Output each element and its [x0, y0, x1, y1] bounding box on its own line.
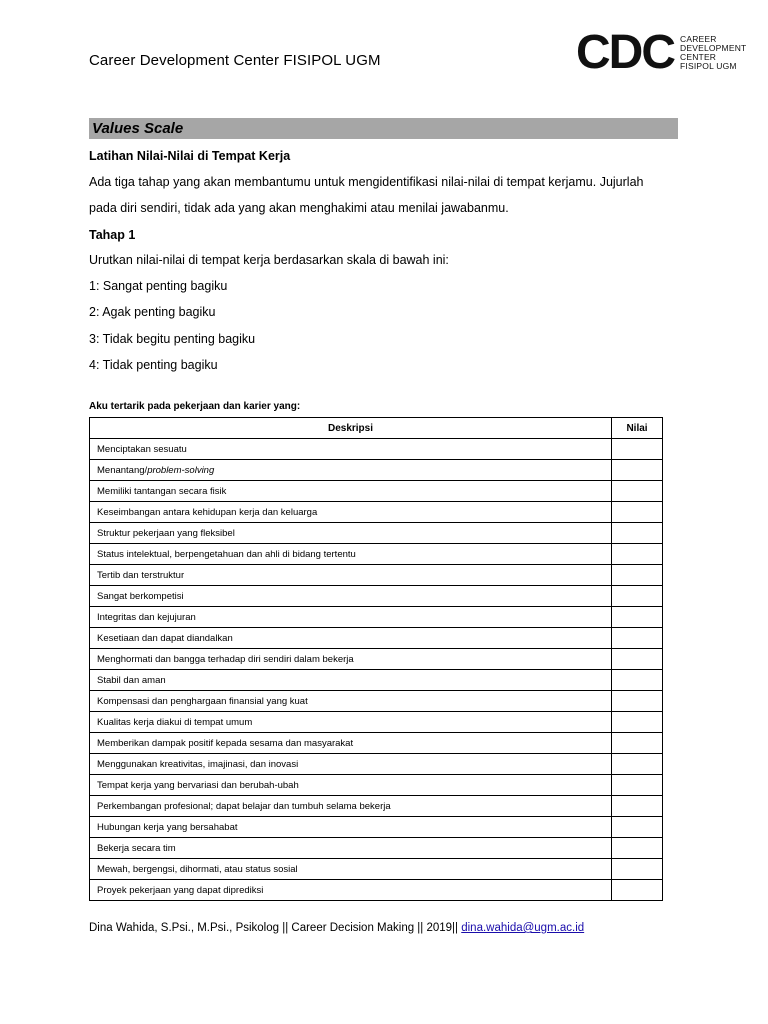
row-nilai-cell[interactable]	[612, 565, 663, 586]
footer-text: Dina Wahida, S.Psi., M.Psi., Psikolog || Career Decision Making || 2019||	[89, 922, 462, 934]
row-nilai-cell[interactable]	[612, 439, 663, 460]
row-description-italic: problem-solving	[147, 464, 215, 476]
row-nilai-cell[interactable]	[612, 628, 663, 649]
row-description: Keseimbangan antara kehidupan kerja dan keluarga	[90, 502, 612, 523]
logo-line: DEVELOPMENT	[680, 43, 747, 53]
table-row	[90, 439, 663, 460]
row-description: Status intelektual, berpengetahuan dan ahli di bidang tertentu	[90, 544, 612, 565]
header-deskripsi: Deskripsi	[90, 418, 612, 439]
row-description: Bekerja secara tim	[90, 838, 612, 859]
values-table	[89, 417, 663, 901]
row-description: Menggunakan kreativitas, imajinasi, dan inovasi	[90, 754, 612, 775]
logo-mark: CDC	[576, 26, 674, 79]
table-row	[90, 586, 663, 607]
row-nilai-cell[interactable]	[612, 775, 663, 796]
scale-item: 3: Tidak begitu penting bagiku	[89, 332, 256, 346]
row-nilai-cell[interactable]	[612, 502, 663, 523]
row-nilai-cell[interactable]	[612, 859, 663, 880]
table-row	[90, 670, 663, 691]
row-nilai-cell[interactable]	[612, 691, 663, 712]
row-nilai-cell[interactable]	[612, 712, 663, 733]
scale-item: 4: Tidak penting bagiku	[89, 358, 218, 372]
scale-item: 2: Agak penting bagiku	[89, 305, 216, 319]
row-nilai-cell[interactable]	[612, 880, 663, 901]
table-row	[90, 838, 663, 859]
table-row	[90, 733, 663, 754]
table-row	[90, 607, 663, 628]
subtitle: Latihan Nilai-Nilai di Tempat Kerja	[89, 149, 291, 163]
table-row	[90, 460, 663, 481]
row-nilai-cell[interactable]	[612, 838, 663, 859]
row-description: Perkembangan profesional; dapat belajar dan tumbuh selama bekerja	[90, 796, 612, 817]
cdc-logo	[576, 26, 747, 79]
row-nilai-cell[interactable]	[612, 754, 663, 775]
row-description: Tempat kerja yang bervariasi dan berubah-ubah	[90, 775, 612, 796]
table-row	[90, 502, 663, 523]
row-nilai-cell[interactable]	[612, 733, 663, 754]
footer-email-link[interactable]: dina.wahida@ugm.ac.id	[461, 922, 585, 934]
header-nilai: Nilai	[612, 418, 663, 439]
row-description: Hubungan kerja yang bersahabat	[90, 817, 612, 838]
table-row	[90, 880, 663, 901]
row-description: Memberikan dampak positif kepada sesama dan masyarakat	[90, 733, 612, 754]
row-nilai-cell[interactable]	[612, 523, 663, 544]
row-description	[90, 460, 612, 481]
logo-line: CAREER	[680, 34, 717, 44]
table-row	[90, 565, 663, 586]
table-row	[90, 817, 663, 838]
row-nilai-cell[interactable]	[612, 649, 663, 670]
row-nilai-cell[interactable]	[612, 586, 663, 607]
table-row	[90, 796, 663, 817]
section-title: Values Scale	[92, 120, 184, 137]
row-description: Kesetiaan dan dapat diandalkan	[90, 628, 612, 649]
table-caption: Aku tertarik pada pekerjaan dan karier yang:	[89, 401, 301, 412]
row-nilai-cell[interactable]	[612, 607, 663, 628]
step-instruction: Urutkan nilai-nilai di tempat kerja berdasarkan skala di bawah ini:	[89, 253, 449, 267]
row-description: Tertib dan terstruktur	[90, 565, 612, 586]
logo-line: FISIPOL UGM	[680, 61, 737, 71]
table-row	[90, 754, 663, 775]
table-header-row	[90, 418, 663, 439]
row-description: Memiliki tantangan secara fisik	[90, 481, 612, 502]
row-nilai-cell[interactable]	[612, 817, 663, 838]
intro-line-2: pada diri sendiri, tidak ada yang akan menghakimi atau menilai jawabanmu.	[89, 201, 509, 215]
row-nilai-cell[interactable]	[612, 481, 663, 502]
table-row	[90, 523, 663, 544]
table-row	[90, 649, 663, 670]
row-description: Integritas dan kejujuran	[90, 607, 612, 628]
table-row	[90, 544, 663, 565]
row-description: Sangat berkompetisi	[90, 586, 612, 607]
logo-subtitle	[680, 35, 746, 71]
row-description-prefix: Menantang/	[97, 464, 148, 476]
header-title: Career Development Center FISIPOL UGM	[89, 52, 381, 69]
table-row	[90, 628, 663, 649]
table-row	[90, 712, 663, 733]
step-title: Tahap 1	[89, 228, 136, 242]
row-description: Mewah, bergengsi, dihormati, atau status sosial	[90, 859, 612, 880]
row-nilai-cell[interactable]	[612, 796, 663, 817]
scale-item: 1: Sangat penting bagiku	[89, 279, 228, 293]
row-description: Struktur pekerjaan yang fleksibel	[90, 523, 612, 544]
row-description: Menghormati dan bangga terhadap diri sendiri dalam bekerja	[90, 649, 612, 670]
row-description: Kompensasi dan penghargaan finansial yang kuat	[90, 691, 612, 712]
row-description: Menciptakan sesuatu	[90, 439, 612, 460]
table-row	[90, 481, 663, 502]
table-row	[90, 859, 663, 880]
section-title-bar	[89, 118, 678, 139]
logo-line: CENTER	[680, 52, 717, 62]
row-nilai-cell[interactable]	[612, 544, 663, 565]
row-description: Kualitas kerja diakui di tempat umum	[90, 712, 612, 733]
row-nilai-cell[interactable]	[612, 670, 663, 691]
row-nilai-cell[interactable]	[612, 460, 663, 481]
table-row	[90, 775, 663, 796]
table-row	[90, 691, 663, 712]
row-description: Stabil dan aman	[90, 670, 612, 691]
table-body	[90, 439, 663, 901]
row-description: Proyek pekerjaan yang dapat diprediksi	[90, 880, 612, 901]
intro-line-1: Ada tiga tahap yang akan membantumu untuk mengidentifikasi nilai-nilai di tempat kerjamu. Jujurlah	[89, 175, 644, 189]
footer	[89, 922, 584, 934]
